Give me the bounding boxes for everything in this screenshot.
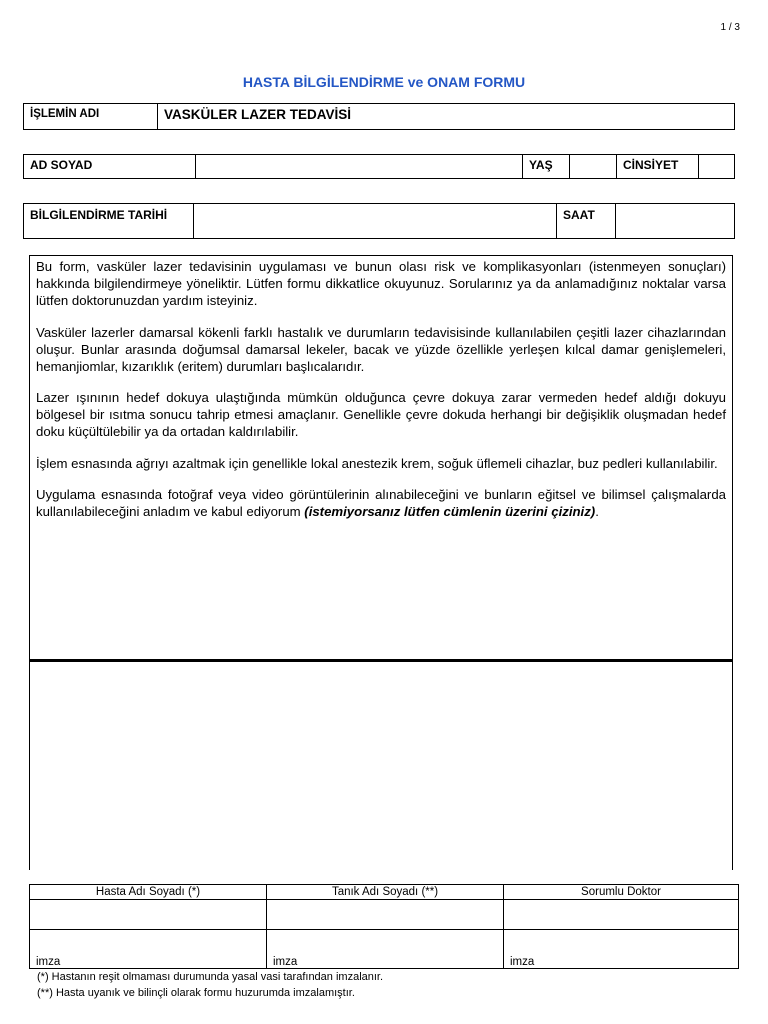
doctor-name-field[interactable] [504, 900, 739, 930]
blank-notes-area [29, 660, 733, 870]
page-number: 1 / 3 [720, 22, 740, 33]
witness-name-field[interactable] [267, 900, 504, 930]
procedure-row [23, 103, 735, 130]
signature-table [29, 884, 739, 969]
procedure-label: İŞLEMİN ADI [24, 104, 158, 129]
footnote-guardian: (*) Hastanın reşit olmaması durumunda yasal vasi tarafından imzalanır. [37, 971, 384, 983]
patient-row [23, 154, 735, 179]
doctor-signature-field[interactable]: imza [504, 930, 739, 969]
name-field[interactable] [196, 155, 523, 178]
information-text [29, 255, 733, 660]
consent-media-end: . [595, 504, 599, 519]
paragraph-consent-media [36, 486, 726, 520]
procedure-value: VASKÜLER LAZER TEDAVİSİ [164, 107, 352, 122]
time-field[interactable] [616, 204, 734, 238]
patient-signature-field[interactable]: imza [30, 930, 267, 969]
consent-media-text: Uygulama esnasında fotoğraf veya video görüntülerinin alınabileceğini ve bunların eğitsel ve bilimsel çalışmalarda kullanılabileceğini anladım ve kabul ediyorum [36, 487, 726, 519]
info-date-label: BİLGİLENDİRME TARİHİ [24, 204, 194, 238]
name-label: AD SOYAD [24, 155, 196, 178]
witness-signature-field[interactable]: imza [267, 930, 504, 969]
age-field[interactable] [570, 155, 617, 178]
gender-field[interactable] [699, 155, 734, 178]
paragraph-mechanism: Lazer ışınının hedef dokuya ulaştığında mümkün olduğunca çevre dokuya zarar vermeden hedef aldığı dokuyu bölgesel bir ısıtma sonucu tahrip etmesi amaçlanır. Genellikle çevre dokuda herhangi bir değişiklik oluşmadan hedef doku küçültülebilir ya da ortadan kaldırılabilir. [36, 390, 726, 439]
paragraph-purpose: Bu form, vasküler lazer tedavisinin uygulaması ve bunun olası risk ve komplikasyonları (istenmeyen sonuçları) hakkında bilgilendirmeye yöneliktir. Lütfen formu dikkatlice okuyunuz. Sorularınız ya da anlamadığınız noktalar varsa lütfen doktorunuzdan yardım isteyiniz. [36, 259, 726, 308]
consent-media-note: (istemiyorsanız lütfen cümlenin üzerini çiziniz) [304, 504, 596, 519]
age-label: YAŞ [523, 155, 570, 178]
witness-name-header: Tanık Adı Soyadı (**) [267, 885, 504, 900]
gender-label: CİNSİYET [617, 155, 699, 178]
form-title: HASTA BİLGİLENDİRME ve ONAM FORMU [242, 74, 526, 90]
time-label: SAAT [557, 204, 616, 238]
doctor-header: Sorumlu Doktor [504, 885, 739, 900]
patient-name-field[interactable] [30, 900, 267, 930]
paragraph-definition: Vasküler lazerler damarsal kökenli farklı hastalık ve durumların tedavisisinde kullanılabilen çeşitli lazer cihazlarından oluşur. Bunlar arasında doğumsal damarsal lekeler, bacak ve yüzde özellikle yerleşen kılcal damar genişlemeleri, hemanjiomlar, kızarıklık (eritem) durumları başlıcalarıdır. [36, 324, 726, 374]
paragraph-anesthesia: İşlem esnasında ağrıyı azaltmak için genellikle lokal anestezik krem, soğuk üflemeli cihazlar, buz pedleri kullanılabilir. [36, 455, 718, 471]
info-date-row [23, 203, 735, 239]
patient-name-header: Hasta Adı Soyadı (*) [30, 885, 267, 900]
info-date-field[interactable] [194, 204, 557, 238]
footnote-witness: (**) Hasta uyanık ve bilinçli olarak formu huzurumda imzalamıştır. [37, 987, 355, 999]
